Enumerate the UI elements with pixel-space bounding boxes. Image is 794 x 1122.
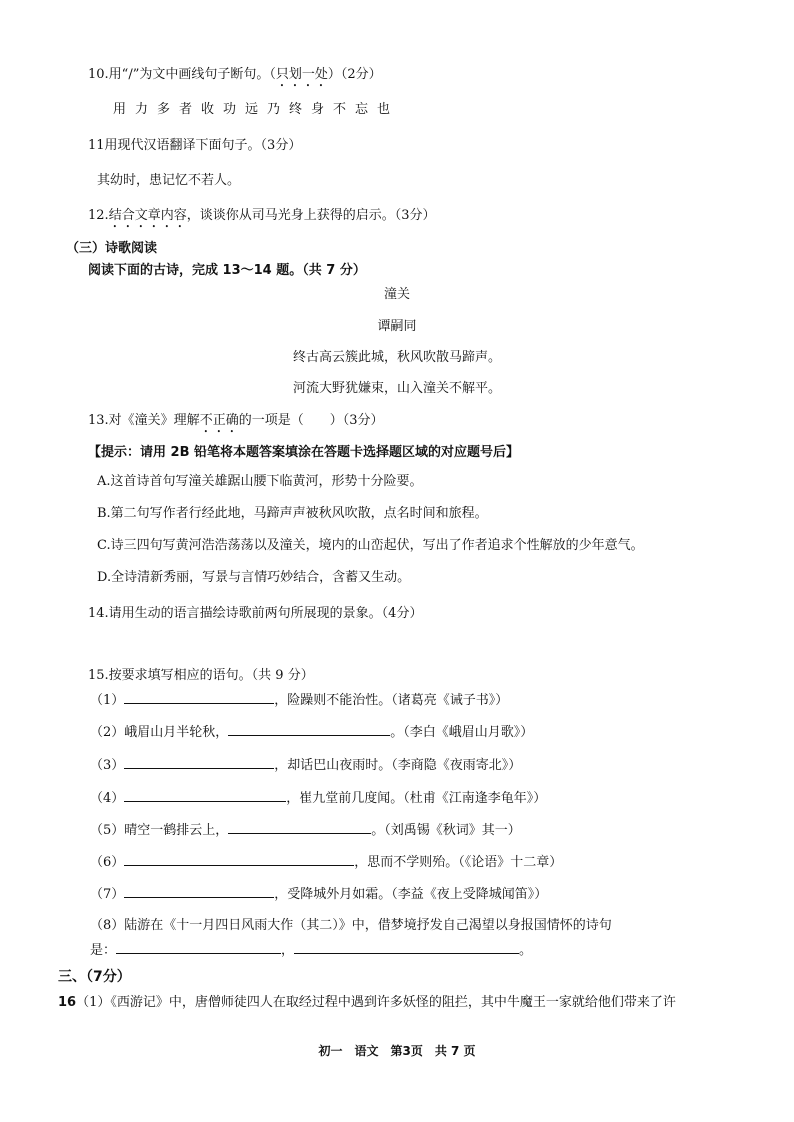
fill-blank[interactable]: [124, 884, 274, 898]
part3-title: 三、（7分）: [58, 969, 131, 985]
fill-blank[interactable]: [294, 940, 519, 954]
q13-title: 13.对《潼关》理解不正确的一项是（ ）（3分）: [88, 413, 384, 428]
fill-blank[interactable]: [124, 755, 274, 769]
poem-line-2: 河流大野犹嫌束，山入潼关不解平。: [292, 381, 501, 396]
section3-title: （三）诗歌阅读: [66, 241, 158, 256]
fill-blank[interactable]: [228, 820, 371, 834]
q13-option-b: B.第二句写作者行经此地，马蹄声声被秋风吹散，点名时间和旅程。: [97, 506, 488, 521]
q15-item-5: （5）晴空一鹤排云上， 。（刘禹锡《秋词》其一）: [90, 820, 521, 840]
fill-blank[interactable]: [124, 788, 286, 802]
fill-blank[interactable]: [116, 940, 281, 954]
q13-option-d: D.全诗清新秀丽，写景与言情巧妙结合，含蓄又生动。: [97, 570, 411, 585]
poem-line-1: 终古高云簇此城，秋风吹散马蹄声。: [292, 350, 501, 365]
q15-item-2: （2）峨眉山月半轮秋， 。（李白《峨眉山月歌》）: [90, 722, 533, 742]
q15-item-6: （6） ，思而不学则殆。（《论语》十二章）: [90, 852, 562, 872]
q13-option-a: A.这首诗首句写潼关雄踞山腰下临黄河，形势十分险要。: [97, 474, 423, 489]
q11-sentence: 其幼时，患记忆不若人。: [97, 173, 241, 188]
section3-intro: 阅读下面的古诗，完成 13～14 题。（共 7 分）: [88, 263, 366, 278]
q10-emphasis: 只划一处: [275, 67, 328, 82]
q15-title: 15.按要求填写相应的语句。（共 9 分）: [88, 668, 314, 683]
q15-item-3: （3） ，却话巴山夜雨时。（李商隐《夜雨寄北》）: [90, 755, 521, 775]
q10-sentence: 用力多者收功远乃终身不忘也: [113, 102, 400, 117]
q13-option-c: C.诗三四句写黄河浩浩荡荡以及潼关，境内的山峦起伏，写出了作者追求个性解放的少年意气。: [97, 538, 644, 553]
poem-author: 谭嗣同: [377, 319, 417, 334]
q11-title: 11用现代汉语翻译下面句子。（3分）: [88, 138, 302, 153]
page-footer: 初一 语文 第3页 共 7 页: [318, 1044, 476, 1058]
q13-tip: 【提示：请用 2B 铅笔将本题答案填涂在答题卡选择题区域的对应题号后】: [88, 445, 520, 460]
q13-emphasis: 不正确: [199, 413, 239, 428]
q12-title: 12.结合文章内容，谈谈你从司马光身上获得的启示。（3分）: [88, 208, 436, 223]
q15-item-8-answer: 是： ， 。: [90, 940, 532, 960]
fill-blank[interactable]: [124, 852, 354, 866]
q14-title: 14.请用生动的语言描绘诗歌前两句所展现的景象。（4分）: [88, 606, 423, 621]
q15-item-1: （1） ，险躁则不能治性。（诸葛亮《诫子书》）: [90, 690, 508, 710]
q15-item-4: （4） ，崔九堂前几度闻。（杜甫《江南逢李龟年》）: [90, 788, 546, 808]
q10-title: 10.用“/”为文中画线句子断句。（只划一处）（2分）: [88, 67, 382, 82]
fill-blank[interactable]: [228, 722, 390, 736]
q16-text: 16（1）《西游记》中，唐僧师徒四人在取经过程中遇到许多妖怪的阻拦，其中牛魔王一家就给他们带来了许: [58, 995, 676, 1010]
q15-item-7: （7） ，受降城外月如霜。（李益《夜上受降城闻笛》）: [90, 884, 547, 904]
q15-item-8: （8）陆游在《十一月四日风雨大作（其二）》中，借梦境抒发自己渴望以身报国情怀的诗句: [90, 918, 612, 933]
poem-title: 潼关: [383, 287, 410, 302]
q12-emphasis: 结合文章内容: [108, 208, 187, 223]
fill-blank[interactable]: [124, 690, 274, 704]
